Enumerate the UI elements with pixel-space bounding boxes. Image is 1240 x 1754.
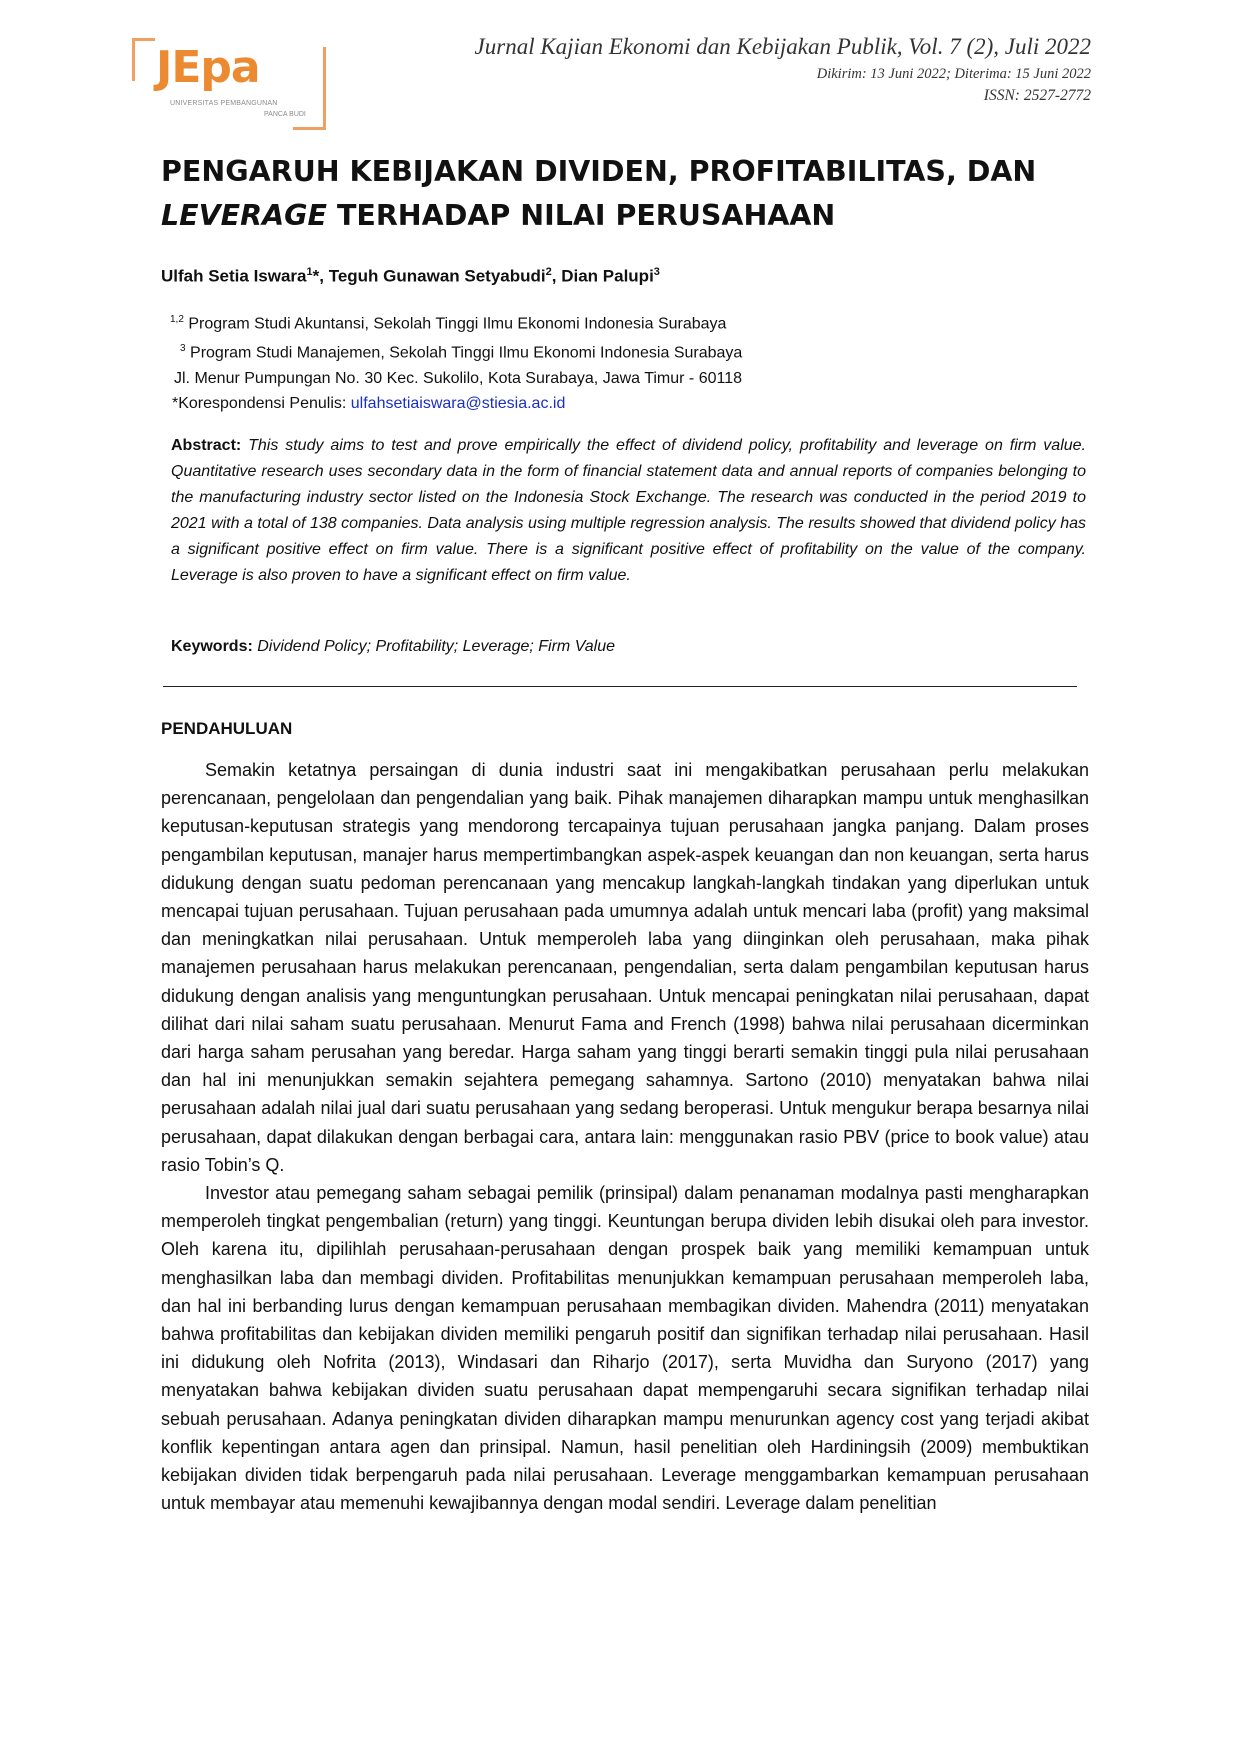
affiliation-2 [170, 336, 742, 365]
paragraph-2: Investor atau pemegang saham sebagai pemilik (prinsipal) dalam penanaman modalnya pasti mengharapkan memperoleh tingkat pengembalian (return) yang tinggi. Keuntungan berupa dividen lebih disukai oleh para investor. Oleh karena itu, dipilihlah perusahaan-perusahaan dengan prospek baik yang memiliki kemampuan untuk menghasilkan laba dan membagi dividen. Profitabilitas menunjukkan kemampuan perusahaan memperoleh laba, dan hal ini berbanding lurus dengan kemampuan perusahaan membagikan dividen. Mahendra (2011) menyatakan bahwa profitabilitas dan kebijakan dividen memiliki pengaruh positif dan signifikan terhadap nilai perusahaan. Hasil ini didukung oleh Nofrita (2013), Windasari dan Riharjo (2017), serta Muvidha dan Suryono (2017) yang menyatakan bahwa kebijakan dividen suatu perusahaan dapat mempengaruhi secara signifikan terhadap nilai sebuah perusahaan. Adanya peningkatan dividen diharapkan mampu menurunkan agency cost yang terjadi akibat konflik kepentingan antara agen dan prinsipal. Namun, hasil penelitian oleh Hardiningsih (2009) membuktikan kebijakan dividen tidak berpengaruh pada nilai perusahaan. Leverage menggambarkan kemampuan perusahaan untuk membayar atau memenuhi kewajibannya dengan modal sendiri. Leverage dalam penelitian [161, 1183, 1089, 1514]
keywords-label: Keywords: [171, 638, 253, 655]
author-separator: *, [312, 266, 329, 286]
address: Jl. Menur Pumpungan No. 30 Kec. Sukolilo, Kota Surabaya, Jawa Timur - 60118 [174, 369, 743, 387]
affiliation-1-mark: 1,2 [170, 314, 184, 325]
title-line-2-rest: TERHADAP NILAI PERUSAHAAN [327, 199, 836, 232]
abstract-label: Abstract [171, 437, 236, 454]
journal-name: Jurnal Kajian Ekonomi dan Kebijakan Publik, Vol. 7 (2), Juli 2022 [474, 34, 1091, 59]
correspondence-label: *Korespondensi Penulis: [172, 394, 351, 412]
author-name: Ulfah Setia Iswara [161, 266, 307, 286]
affiliations [170, 307, 742, 416]
issn: ISSN: 2527-2772 [983, 87, 1091, 104]
author-name: Teguh Gunawan Setyabudi [328, 266, 546, 286]
author-list [161, 266, 660, 287]
correspondence [170, 391, 742, 416]
title-line-1: PENGARUH KEBIJAKAN DIVIDEN, PROFITABILITAS, DAN [161, 155, 1037, 188]
logo-frame-top-left [132, 38, 155, 81]
title-line-2 [161, 194, 1101, 238]
keywords-text: Dividend Policy; Profitability; Leverage; Firm Value [252, 638, 616, 655]
logo-brand-text: JEpa [156, 42, 260, 93]
affiliation-2-text: Program Studi Manajemen, Sekolah Tinggi Ilmu Ekonomi Indonesia Surabaya [190, 344, 743, 362]
abstract-colon: : [235, 437, 242, 454]
email-link[interactable]: ulfahsetiaiswara@stiesia.ac.id [350, 394, 566, 412]
divider-line [163, 686, 1077, 687]
section-heading: PENDAHULUAN [161, 719, 293, 738]
affiliation-1 [170, 307, 742, 336]
journal-logo [132, 38, 326, 130]
paragraph-1: Semakin ketatnya persaingan di dunia industri saat ini mengakibatkan perusahaan perlu melakukan perencanaan, pengelolaan dan pengendalian yang baik. Pihak manajemen diharapkan mampu untuk menghasilkan keputusan-keputusan strategis yang mendorong tercapainya tujuan perusahaan jangka panjang. Dalam proses pengambilan keputusan, manajer harus mempertimbangkan aspek-aspek keuangan dan non keuangan, serta harus didukung dengan suatu pedoman perencanaan yang mencakup langkah-langkah tindakan yang diperlukan untuk mencapai tujuan perusahaan. Tujuan perusahaan pada umumnya adalah untuk mencari laba (profit) yang maksimal dan meningkatkan nilai perusahaan. Untuk memperoleh laba yang diinginkan oleh perusahaan, maka pihak manajemen perusahaan harus melakukan perencanaan, pengendalian, serta dalam pengambilan keputusan harus didukung dengan analisis yang menguntungkan perusahaan. Untuk mencapai peningkatan nilai perusahaan, dapat dilihat dari nilai saham suatu perusahaan. Menurut Fama and French (1998) bahwa nilai perusahaan dicerminkan dari harga saham perusahan yang beredar. Harga saham yang tinggi berarti semakin tinggi pula nilai perusahaan dan hal ini menunjukkan semakin sejahtera pemegang sahamnya. Sartono (2010) menyatakan bahwa nilai perusahaan adalah nilai jual dari suatu perusahaan yang sedang beroperasi. Untuk mengukur berapa besarnya nilai perusahaan, dapat dilakukan dengan berbagai cara, antara lain: menggunakan rasio PBV (price to book value) atau rasio Tobin’s Q. [161, 760, 1089, 1175]
logo-subtitle-1: UNIVERSITAS PEMBANGUNAN [170, 100, 278, 107]
author-affil-mark: 1 [306, 266, 313, 278]
body-text [161, 756, 1089, 1517]
affiliation-1-text: Program Studi Akuntansi, Sekolah Tinggi Ilmu Ekonomi Indonesia Surabaya [188, 315, 727, 333]
author-name: Dian Palupi [561, 266, 654, 286]
logo-subtitle-2: PANCA BUDI [264, 111, 306, 118]
abstract [171, 433, 1086, 589]
author-separator: , [551, 266, 562, 286]
keywords [171, 638, 615, 656]
submission-dates: Dikirim: 13 Juni 2022; Diterima: 15 Juni 2022 [816, 66, 1091, 82]
abstract-text: This study aims to test and prove empirically the effect of dividend policy, profitability and leverage on firm value. Quantitative research uses secondary data in the form of financial statement data and annual reports of companies belonging to the manufacturing industry sector listed on the Indonesia Stock Exchange. The research was conducted in the period 2019 to 2021 with a total of 138 companies. Data analysis using multiple regression analysis. The results showed that dividend policy has a significant positive effect on firm value. There is a significant positive effect of profitability on the value of the company. Leverage is also proven to have a significant effect on firm value. [171, 437, 1086, 584]
title-italic-term: LEVERAGE [161, 199, 328, 232]
affiliation-2-mark: 3 [180, 343, 186, 355]
journal-header [475, 30, 1091, 108]
author-affil-mark: 3 [653, 266, 660, 278]
author-affil-mark: 2 [545, 266, 552, 278]
paper-title [161, 150, 1101, 238]
